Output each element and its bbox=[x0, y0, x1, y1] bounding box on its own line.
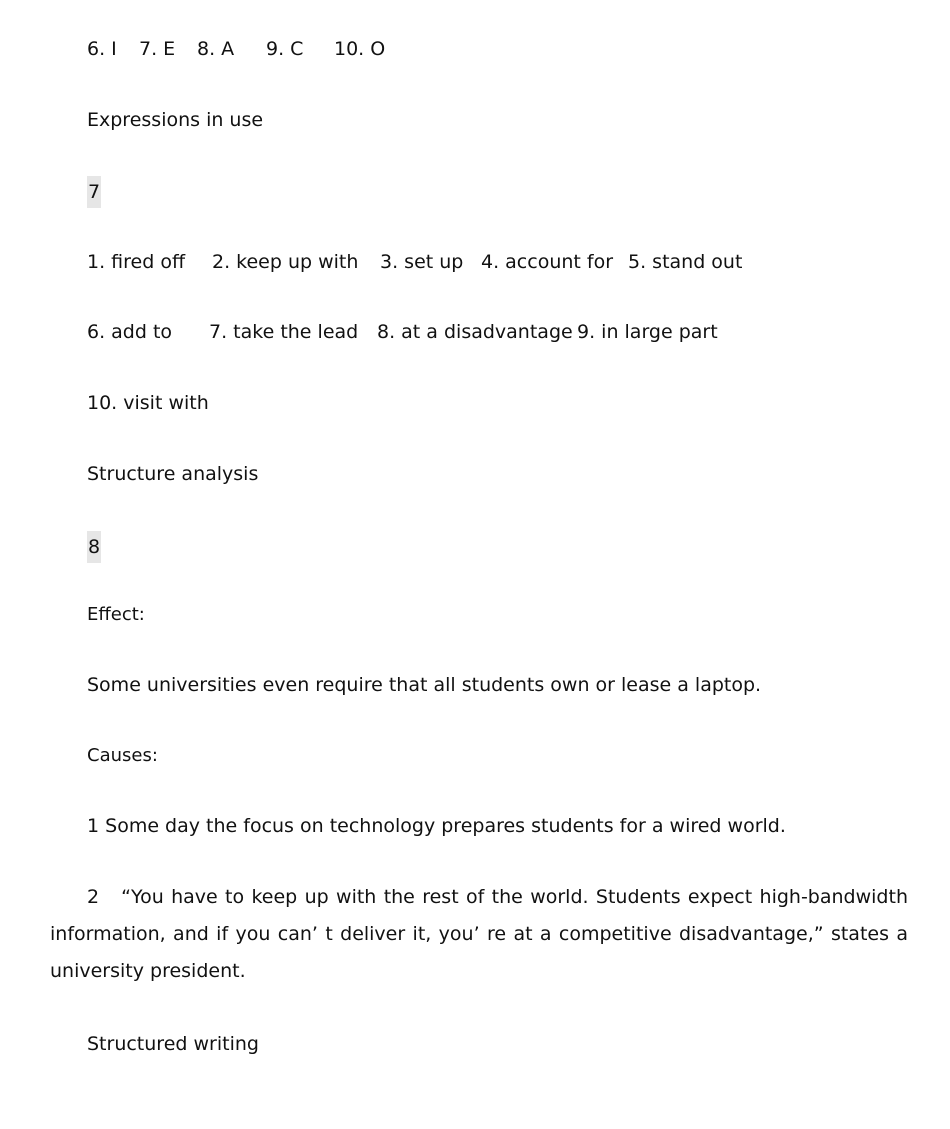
answer-10: 10. O bbox=[334, 38, 386, 60]
expression-8: 8. at a disadvantage bbox=[377, 321, 573, 343]
cause-2-paragraph bbox=[50, 879, 908, 990]
effect-text: Some universities even require that all students own or lease a laptop. bbox=[87, 674, 762, 696]
exercise-8-label: 8 bbox=[87, 531, 101, 563]
answer-8: 8. A bbox=[197, 38, 235, 60]
cause-2-text: “You have to keep up with the rest of the world. Students expect high-bandwidth information, and if you can’ t deliver it, you’ re at a competitive disadvantage,” states a university president. bbox=[50, 886, 908, 982]
exercise-number-7 bbox=[87, 176, 101, 208]
cause-1-text: 1 Some day the focus on technology prepares students for a wired world. bbox=[87, 815, 786, 837]
answer-9: 9. C bbox=[266, 38, 304, 60]
expression-9: 9. in large part bbox=[577, 321, 718, 343]
causes-label: Causes: bbox=[87, 745, 158, 766]
cause-2-number: 2 bbox=[87, 886, 100, 908]
section-heading-expressions: Expressions in use bbox=[87, 109, 264, 131]
expression-6: 6. add to bbox=[87, 321, 173, 343]
expression-1: 1. fired off bbox=[87, 251, 186, 273]
answer-6: 6. I bbox=[87, 38, 117, 60]
answer-7: 7. E bbox=[139, 38, 176, 60]
exercise-number-8 bbox=[87, 531, 101, 563]
exercise-7-label: 7 bbox=[87, 176, 101, 208]
section-heading-structure: Structure analysis bbox=[87, 463, 259, 485]
expression-5: 5. stand out bbox=[628, 251, 743, 273]
effect-label: Effect: bbox=[87, 604, 145, 625]
expression-4: 4. account for bbox=[481, 251, 614, 273]
expression-7: 7. take the lead bbox=[209, 321, 359, 343]
section-heading-writing: Structured writing bbox=[87, 1033, 259, 1055]
expression-3: 3. set up bbox=[380, 251, 464, 273]
expression-2: 2. keep up with bbox=[212, 251, 359, 273]
expression-10: 10. visit with bbox=[87, 392, 209, 414]
